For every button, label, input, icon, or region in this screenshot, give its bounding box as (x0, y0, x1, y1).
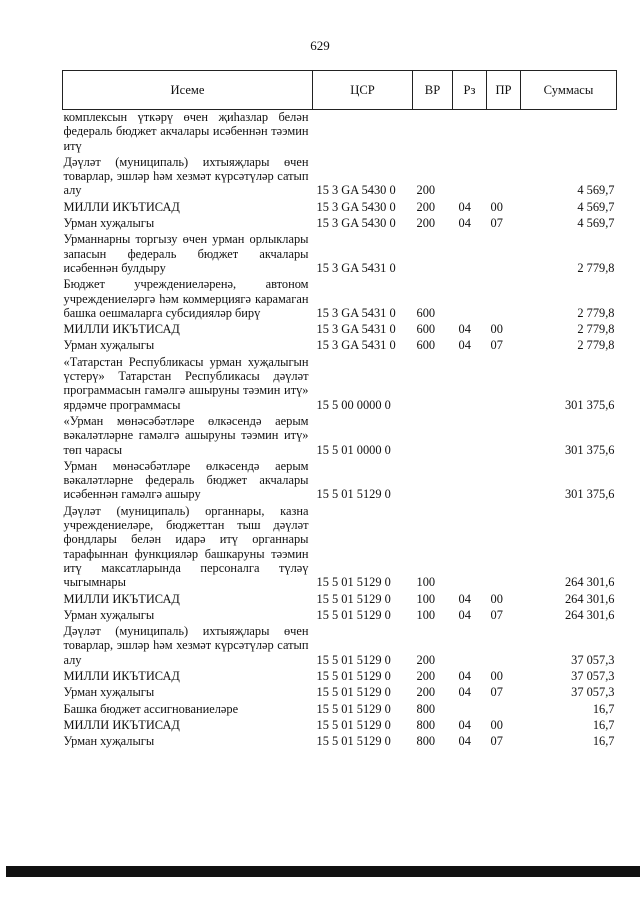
table-row (63, 624, 617, 669)
cell-pr (487, 277, 521, 322)
cell-rz (453, 277, 487, 322)
cell-vr: 600 (416, 305, 436, 320)
cell-rz (453, 624, 487, 669)
cell-name: МИЛЛИ ИКЪТИСАД (63, 199, 180, 214)
cell-csr: 15 5 00 0000 0 (316, 397, 391, 412)
header-sum: Суммасы (521, 71, 617, 110)
budget-table (62, 70, 617, 750)
cell-rz: 04 (458, 685, 471, 700)
cell-csr: 15 5 01 5129 0 (316, 685, 391, 700)
cell-vr (413, 414, 453, 459)
cell-pr: 07 (490, 607, 503, 622)
cell-vr: 800 (416, 701, 436, 716)
cell-pr: 07 (490, 734, 503, 749)
table-row (63, 355, 617, 414)
scan-bottom-border (6, 866, 640, 877)
cell-name: Башка бюджет ассигнованиеләре (63, 701, 239, 716)
cell-vr: 100 (416, 575, 436, 590)
cell-sum: 37 057,3 (571, 685, 615, 700)
cell-csr: 15 5 01 5129 0 (316, 668, 391, 683)
cell-rz: 04 (458, 338, 471, 353)
cell-name: Урман хуҗалыгы (63, 734, 155, 749)
cell-rz (453, 232, 487, 277)
cell-pr (487, 504, 521, 592)
table-row (63, 155, 617, 200)
cell-rz (453, 110, 487, 155)
cell-rz (453, 504, 487, 592)
cell-rz: 04 (458, 734, 471, 749)
cell-sum: 301 375,6 (564, 487, 615, 502)
cell-csr: 15 5 01 5129 0 (316, 607, 391, 622)
cell-pr (487, 110, 521, 155)
cell-sum: 16,7 (592, 701, 615, 716)
cell-rz: 04 (458, 199, 471, 214)
table-body (63, 110, 617, 751)
cell-rz (453, 459, 487, 504)
cell-sum: 264 301,6 (564, 591, 615, 606)
cell-rz: 04 (458, 322, 471, 337)
table-row (63, 718, 617, 734)
cell-csr: 15 5 01 5129 0 (316, 591, 391, 606)
cell-name: Урман хуҗалыгы (63, 216, 155, 231)
cell-name: Дәүләт (муниципаль) органнары, казна учреждениеләре, бюджеттан тыш дәүләт фондлары белән идарә итү органнары тарафыннан функцияләр башкаруны тәэмин итү максатларында персоналга түләү чыгымнары (63, 503, 309, 590)
table-row (63, 216, 617, 232)
cell-csr: 15 5 01 5129 0 (316, 575, 391, 590)
table-row (63, 702, 617, 718)
table-row (63, 414, 617, 459)
cell-rz (453, 155, 487, 200)
cell-vr: 200 (416, 668, 436, 683)
cell-vr: 200 (416, 652, 436, 667)
table-header (63, 71, 617, 110)
cell-csr: 15 3 GA 5431 0 (316, 338, 396, 353)
cell-name: «Урман мөнәсәбәтләре өлкәсендә аерым вәкаләтләрне гамәлгә ашыруны тәэмин итү» төп чарасы (63, 413, 309, 457)
cell-vr (413, 232, 453, 277)
cell-name: комплексын үткәрү өчен җиһазлар белән федераль бюджет акчалары исәбеннән тәэмин итү (63, 110, 309, 153)
header-pr: ПР (487, 71, 521, 110)
cell-name: Урман хуҗалыгы (63, 607, 155, 622)
cell-pr: 00 (490, 322, 503, 337)
cell-name: МИЛЛИ ИКЪТИСАД (63, 717, 180, 732)
cell-csr: 15 3 GA 5430 0 (316, 216, 396, 231)
cell-sum: 2 779,8 (577, 338, 615, 353)
table-row (63, 338, 617, 354)
cell-rz: 04 (458, 591, 471, 606)
cell-pr: 00 (490, 717, 503, 732)
cell-vr (413, 459, 453, 504)
cell-pr (487, 414, 521, 459)
cell-vr: 200 (416, 199, 436, 214)
table-row (63, 504, 617, 592)
cell-csr: 15 5 01 5129 0 (316, 717, 391, 732)
cell-csr: 15 3 GA 5430 0 (316, 183, 396, 198)
cell-vr: 100 (416, 591, 436, 606)
cell-rz (453, 414, 487, 459)
table-row (63, 685, 617, 701)
cell-csr: 15 3 GA 5430 0 (316, 199, 396, 214)
cell-rz: 04 (458, 607, 471, 622)
cell-pr (487, 355, 521, 414)
table-row (63, 277, 617, 322)
table-row (63, 734, 617, 750)
cell-csr: 15 3 GA 5431 0 (316, 322, 396, 337)
table-row (63, 110, 617, 155)
cell-vr: 800 (416, 717, 436, 732)
table-row (63, 322, 617, 338)
cell-csr: 15 5 01 0000 0 (316, 442, 391, 457)
cell-vr: 200 (416, 183, 436, 198)
cell-vr (413, 355, 453, 414)
cell-name: МИЛЛИ ИКЪТИСАД (63, 322, 180, 337)
cell-pr: 07 (490, 338, 503, 353)
cell-name: Бюджет учреждениеләренә, автоном учреждениеләргә һәм коммерциягә карамаган башка оешмаларга субсидияләр бирү (63, 277, 309, 320)
cell-csr: 15 5 01 5129 0 (316, 652, 391, 667)
page-number: 629 (310, 38, 330, 53)
cell-name: Урманнарны торгызу өчен урман орлыклары запасын федераль бюджет акчалары исәбеннән булдыру (63, 232, 309, 275)
cell-sum: 4 569,7 (577, 183, 615, 198)
cell-sum: 264 301,6 (564, 575, 615, 590)
cell-pr (487, 459, 521, 504)
cell-sum: 2 779,8 (577, 305, 615, 320)
cell-pr: 00 (490, 668, 503, 683)
table-row (63, 200, 617, 216)
cell-name: Дәүләт (муниципаль) ихтыяҗлары өчен товарлар, эшләр һәм хезмәт күрсәтүләр сатып алу (63, 624, 309, 667)
cell-sum: 301 375,6 (564, 397, 615, 412)
header-csr: ЦСР (313, 71, 413, 110)
cell-vr: 200 (416, 685, 436, 700)
cell-pr (487, 155, 521, 200)
cell-sum: 37 057,3 (571, 668, 615, 683)
cell-name: «Татарстан Республикасы урман хуҗалыгын үстерү» Татарстан Республикасы дәүләт программасын гамәлгә ашыруны тәэмин итү» ярдәмче программасы (63, 354, 309, 412)
cell-name: Урман хуҗалыгы (63, 338, 155, 353)
cell-sum: 4 569,7 (577, 216, 615, 231)
cell-rz (453, 702, 487, 718)
cell-pr: 00 (490, 199, 503, 214)
cell-sum: 2 779,8 (577, 322, 615, 337)
cell-pr (487, 232, 521, 277)
header-name: Исеме (63, 71, 313, 110)
table-row (63, 459, 617, 504)
cell-sum: 301 375,6 (564, 442, 615, 457)
cell-vr: 800 (416, 734, 436, 749)
cell-vr: 600 (416, 322, 436, 337)
table-row (63, 608, 617, 624)
cell-sum: 2 779,8 (577, 260, 615, 275)
cell-vr: 200 (416, 216, 436, 231)
cell-rz (453, 355, 487, 414)
cell-name: Дәүләт (муниципаль) ихтыяҗлары өчен товарлар, эшләр һәм хезмәт күрсәтүләр сатып алу (63, 154, 309, 198)
cell-csr (313, 110, 413, 155)
cell-rz: 04 (458, 668, 471, 683)
cell-pr: 07 (490, 685, 503, 700)
cell-sum: 37 057,3 (571, 652, 615, 667)
cell-vr: 100 (416, 607, 436, 622)
cell-csr: 15 3 GA 5431 0 (316, 305, 396, 320)
cell-sum: 264 301,6 (564, 607, 615, 622)
table-row (63, 232, 617, 277)
cell-pr: 07 (490, 216, 503, 231)
cell-name: Урман мөнәсәбәтләре өлкәсендә аерым вәкаләтләрне федераль бюджет акчалары исәбеннән гамәлгә ашыру (63, 458, 309, 502)
cell-pr (487, 702, 521, 718)
cell-csr: 15 5 01 5129 0 (316, 487, 391, 502)
cell-vr: 600 (416, 338, 436, 353)
cell-sum: 4 569,7 (577, 199, 615, 214)
header-vr: ВР (413, 71, 453, 110)
cell-name: Урман хуҗалыгы (63, 685, 155, 700)
cell-pr (487, 624, 521, 669)
cell-rz: 04 (458, 717, 471, 732)
cell-rz: 04 (458, 216, 471, 231)
cell-name: МИЛЛИ ИКЪТИСАД (63, 668, 180, 683)
cell-sum (521, 110, 617, 155)
cell-csr: 15 5 01 5129 0 (316, 701, 391, 716)
table-row (63, 592, 617, 608)
cell-pr: 00 (490, 591, 503, 606)
cell-sum: 16,7 (592, 717, 615, 732)
cell-name: МИЛЛИ ИКЪТИСАД (63, 591, 180, 606)
cell-sum: 16,7 (592, 734, 615, 749)
cell-csr: 15 5 01 5129 0 (316, 734, 391, 749)
header-rz: Рз (453, 71, 487, 110)
cell-csr: 15 3 GA 5431 0 (316, 260, 396, 275)
cell-vr (413, 110, 453, 155)
table-row (63, 669, 617, 685)
